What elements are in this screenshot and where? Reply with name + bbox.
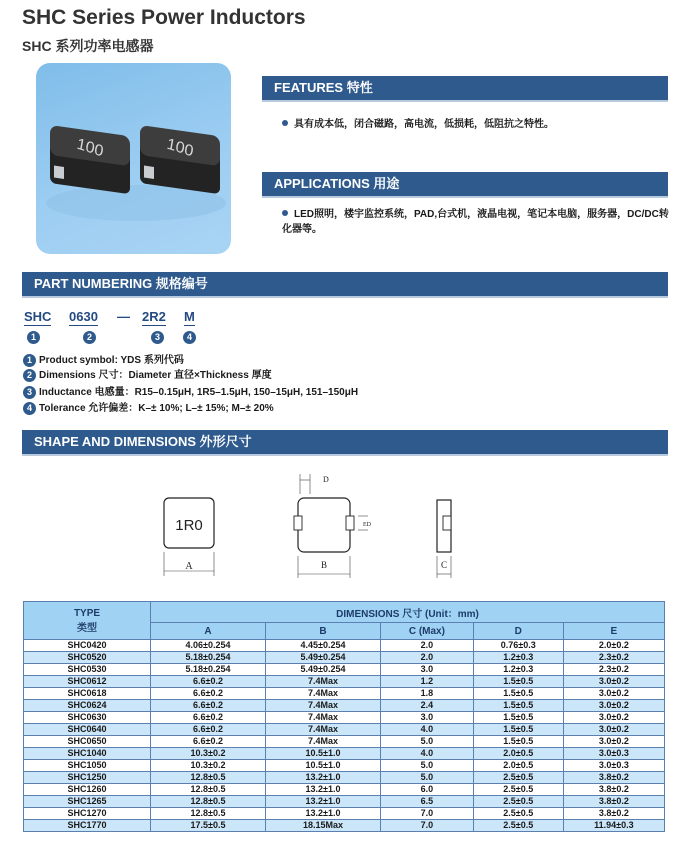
dimension-cell: 6.6±0.2 [151,688,266,700]
dimension-cell: 3.0±0.2 [563,676,664,688]
type-cell: SHC1050 [24,760,151,772]
table-row [24,772,665,784]
type-cell: SHC1260 [24,784,151,796]
dimension-cell: 1.2 [380,676,473,688]
dimension-cell: 13.2±1.0 [265,784,380,796]
dimension-cell: 11.94±0.3 [563,820,664,832]
type-cell: SHC0612 [24,676,151,688]
applications-heading: APPLICATIONS 用途 [262,172,668,196]
dimension-cell: 17.5±0.5 [151,820,266,832]
dimension-cell: 5.49±0.254 [265,664,380,676]
dimension-cell: 7.0 [380,820,473,832]
bullet-icon [282,120,288,126]
marking-left: 100 [75,134,105,161]
dimension-cell: 1.5±0.5 [473,724,563,736]
marker-3: 3 [151,331,164,344]
dimension-cell: 3.0±0.2 [563,700,664,712]
desc-1: 1 Product symbol: YDS 系列代码 [39,354,184,367]
type-cell: SHC0624 [24,700,151,712]
table-row [24,808,665,820]
type-cell: SHC0630 [24,712,151,724]
type-cell: SHC1270 [24,808,151,820]
dimension-cell: 2.4 [380,700,473,712]
desc-3: 3 Inductance 电感量：R15–0.15μH, 1R5–1.5μH, 150–15μH, 151–150μH [39,386,358,399]
label-b: B [320,560,328,570]
table-row [24,700,665,712]
dimension-cell: 2.5±0.5 [473,772,563,784]
dimension-cell: 3.8±0.2 [563,808,664,820]
dimension-cell: 2.0±0.2 [563,640,664,652]
col-b: B [265,623,380,640]
table-row [24,760,665,772]
dimension-cell: 3.0±0.3 [563,748,664,760]
marker-3-icon: 3 [23,386,36,399]
dimension-cell: 10.3±0.2 [151,760,266,772]
dimension-cell: 6.5 [380,796,473,808]
dims-header: DIMENSIONS 尺寸 (Unit：mm) [151,602,665,623]
dimension-cell: 7.4Max [265,700,380,712]
dimension-cell: 5.0 [380,736,473,748]
col-c: C (Max) [380,623,473,640]
dimension-cell: 2.0 [380,652,473,664]
col-e: E [563,623,664,640]
dimension-cell: 3.0±0.2 [563,736,664,748]
dimension-cell: 4.06±0.254 [151,640,266,652]
desc-4: 4 Tolerance 允许偏差：K–± 10%; L–± 15%; M–± 20% [39,402,274,415]
dimension-cell: 3.0±0.2 [563,712,664,724]
bottom-view-body [298,498,350,552]
dimension-cell: 13.2±1.0 [265,796,380,808]
dimension-cell: 3.8±0.2 [563,772,664,784]
dimension-cell: 1.2±0.3 [473,664,563,676]
applications-item: LED照明，楼宇监控系统，PAD,台式机，液晶电视，笔记本电脑，服务器，DC/DC转化器等。 [282,209,669,235]
dimension-cell: 2.0 [380,640,473,652]
col-d: D [473,623,563,640]
dimension-cell: 3.0 [380,664,473,676]
shape-heading: SHAPE AND DIMENSIONS 外形尺寸 [22,430,668,454]
dimension-cell: 13.2±1.0 [265,772,380,784]
inductor-illustration [36,63,231,254]
type-cell: SHC1250 [24,772,151,784]
marker-2: 2 [83,331,96,344]
dimension-cell: 3.0 [380,712,473,724]
type-cell: SHC0640 [24,724,151,736]
table-row [24,748,665,760]
marker-4-icon: 4 [23,402,36,415]
dimension-cell: 5.18±0.254 [151,664,266,676]
dimension-cell: 7.0 [380,808,473,820]
table-row [24,640,665,652]
marker-4: 4 [183,331,196,344]
dimension-cell: 5.0 [380,772,473,784]
type-cell: SHC1265 [24,796,151,808]
dimension-cell: 6.6±0.2 [151,724,266,736]
pn-tolerance: M [184,309,195,324]
pn-inductance: 2R2 [142,309,166,324]
table-row [24,688,665,700]
dimension-cell: 7.4Max [265,688,380,700]
marker-2-icon: 2 [23,369,36,382]
table-row [24,676,665,688]
dimension-cell: 3.8±0.2 [563,796,664,808]
dimension-cell: 2.5±0.5 [473,820,563,832]
dimension-cell: 7.4Max [265,736,380,748]
type-cell: SHC0420 [24,640,151,652]
features-heading: FEATURES 特性 [262,76,668,100]
features-item: 具有成本低，闭合磁路，高电流，低损耗，低阻抗之特性。 [294,119,554,130]
dimension-cell: 1.8 [380,688,473,700]
dimension-cell: 12.8±0.5 [151,772,266,784]
table-row [24,820,665,832]
label-e-glyph-icon: ED [363,522,371,528]
dimension-cell: 18.15Max [265,820,380,832]
label-c: C [440,560,448,570]
type-cell: SHC0618 [24,688,151,700]
dimension-cell: 10.5±1.0 [265,748,380,760]
dimension-cell: 1.2±0.3 [473,652,563,664]
dimension-cell: 3.8±0.2 [563,784,664,796]
table-row [24,724,665,736]
applications-list [282,207,677,237]
dimension-cell: 1.5±0.5 [473,700,563,712]
dimension-cell: 2.0±0.5 [473,760,563,772]
page-title: SHC Series Power Inductors [22,6,306,29]
dimension-cell: 1.5±0.5 [473,688,563,700]
dimension-cell: 5.18±0.254 [151,652,266,664]
dimension-cell: 1.5±0.5 [473,712,563,724]
pn-dash: — [117,309,130,324]
dimension-cell: 7.4Max [265,724,380,736]
type-cell: SHC1040 [24,748,151,760]
dimension-cell: 6.0 [380,784,473,796]
dimension-cell: 0.76±0.3 [473,640,563,652]
dimension-cell: 3.0±0.2 [563,688,664,700]
top-view-marking: 1R0 [175,517,203,534]
page-subtitle: SHC 系列功率电感器 [22,38,154,54]
dimension-cell: 2.3±0.2 [563,652,664,664]
dimension-cell: 4.0 [380,724,473,736]
dimension-cell: 1.5±0.5 [473,676,563,688]
label-d: D [323,475,329,484]
type-header: TYPE 类型 [24,602,151,640]
dimension-cell: 6.6±0.2 [151,700,266,712]
table-row [24,784,665,796]
marker-1: 1 [27,331,40,344]
dimension-cell: 12.8±0.5 [151,796,266,808]
desc-2: 2 Dimensions 尺寸：Diameter 直径×Thickness 厚度 [39,369,272,382]
part-numbering-heading: PART NUMBERING 规格编号 [22,272,668,296]
dimension-cell: 6.6±0.2 [151,736,266,748]
table-row [24,736,665,748]
dimension-cell: 10.3±0.2 [151,748,266,760]
table-row [24,712,665,724]
dimension-drawing [150,470,480,585]
dimension-cell: 2.5±0.5 [473,784,563,796]
pn-size: 0630 [69,309,98,324]
dimension-cell: 4.45±0.254 [265,640,380,652]
dimension-cell: 7.4Max [265,712,380,724]
dimension-cell: 13.2±1.0 [265,808,380,820]
dimension-cell: 2.3±0.2 [563,664,664,676]
dimension-cell: 12.8±0.5 [151,784,266,796]
dimension-cell: 2.5±0.5 [473,808,563,820]
dimension-cell: 7.4Max [265,676,380,688]
type-cell: SHC0530 [24,664,151,676]
dimension-cell: 6.6±0.2 [151,712,266,724]
marker-1-icon: 1 [23,354,36,367]
product-photo [36,63,231,254]
type-cell: SHC0650 [24,736,151,748]
dimension-cell: 4.0 [380,748,473,760]
dimension-cell: 10.5±1.0 [265,760,380,772]
dimension-cell: 3.0±0.3 [563,760,664,772]
dimension-cell: 12.8±0.5 [151,808,266,820]
features-list [282,117,672,132]
dimension-cell: 5.49±0.254 [265,652,380,664]
marking-right: 100 [165,134,195,161]
bullet-icon [282,210,288,216]
table-row [24,652,665,664]
dimension-cell: 1.5±0.5 [473,736,563,748]
type-cell: SHC0520 [24,652,151,664]
pn-series: SHC [24,309,52,324]
dimension-cell: 6.6±0.2 [151,676,266,688]
dimension-cell: 2.0±0.5 [473,748,563,760]
dimension-cell: 2.5±0.5 [473,796,563,808]
dimension-cell: 3.0±0.2 [563,724,664,736]
dimensions-table [23,601,665,832]
col-a: A [151,623,266,640]
label-a: A [185,561,193,572]
table-row [24,664,665,676]
dimension-cell: 5.0 [380,760,473,772]
table-row [24,796,665,808]
type-cell: SHC1770 [24,820,151,832]
